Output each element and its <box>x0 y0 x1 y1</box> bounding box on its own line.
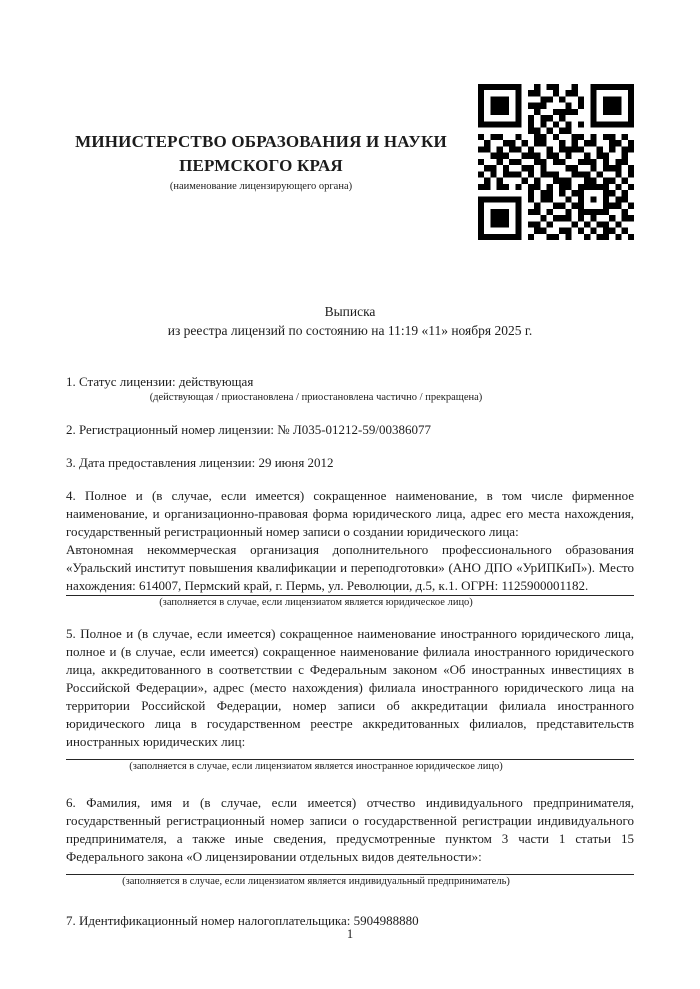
legal-entity-statement: 4. Полное и (в случае, если имеется) сокращенное наименование, в том числе фирменное наименование, и организационно-правовая форма юридического лица, адрес его места нахождения, государственный регистрационный номер записи о создании юридического лица: <box>66 488 634 539</box>
foreign-entity-blank-answer <box>66 751 634 759</box>
qr-code <box>478 84 634 240</box>
grant-date-section <box>66 454 634 472</box>
page-number: 1 <box>346 927 354 941</box>
entrepreneur-section <box>66 794 634 889</box>
entrepreneur-statement: 6. Фамилия, имя и (в случае, если имеется) отчество индивидуального предпринимателя, государственный регистрационный номер записи о государственной регистрации индивидуального предпринимателя, а также иные сведения, предусмотренные пунктом 3 части 1 статьи 15 Федерального закона «О лицензировании отдельных видов деятельности»: <box>66 795 634 864</box>
license-status-section <box>66 373 634 405</box>
status-options-caption: (действующая / приостановлена / приостановлена частично / прекращена) <box>149 392 483 403</box>
document-header <box>66 84 634 240</box>
licensing-authority <box>66 130 478 194</box>
foreign-entity-statement: 5. Полное и (в случае, если имеется) сокращенное наименование иностранного юридического лица, полное и (в случае, если имеется) сокращенное наименование филиала иностранного юридического лица, аккредитованного в соответствии с Федеральным законом «Об иностранных инвестициях в Российской Федерации», адрес (место нахождения) филиала иностранного юридического лица на территории Российской Федерации, номер записи об аккредитации филиала иностранного юридического лица в государственном реестре аккредитованных филиалов, представительств иностранных юридических лиц: <box>66 626 634 749</box>
grant-date-line: 3. Дата предоставления лицензии: 29 июня 2012 <box>66 455 334 470</box>
extract-title-block <box>66 302 634 340</box>
ministry-name-line1: МИНИСТЕРСТВО ОБРАЗОВАНИЯ И НАУКИ <box>75 132 447 151</box>
entrepreneur-blank-answer <box>66 866 634 874</box>
extract-date-line: из реестра лицензий по состоянию на 11:19 «11» ноября 2025 г. <box>167 323 533 338</box>
legal-entity-value: Автономная некоммерческая организация дополнительного профессионального образования «Уральский институт повышения квалификации и переподготовки» (АНО ДПО «УрИПКиП»). Место нахождения: 614007, Пермский край, г. Пермь, ул. Революции, д.5, к.1. ОГРН: 1125900001182. <box>66 542 634 593</box>
foreign-entity-section <box>66 625 634 774</box>
entrepreneur-caption: (заполняется в случае, если лицензиатом является индивидуальный предприниматель) <box>122 876 510 887</box>
foreign-entity-caption: (заполняется в случае, если лицензиатом является иностранное юридическое лицо) <box>129 761 503 772</box>
registration-number-line: 2. Регистрационный номер лицензии: № Л035-01212-59/00386077 <box>66 422 432 437</box>
extract-title: Выписка <box>324 304 376 319</box>
legal-entity-section <box>66 487 634 610</box>
registration-number-section <box>66 421 634 439</box>
licensing-authority-caption: (наименование лицензирующего органа) <box>169 181 353 192</box>
license-status-line: 1. Статус лицензии: действующая <box>66 374 254 389</box>
legal-entity-caption: (заполняется в случае, если лицензиатом является юридическое лицо) <box>159 597 473 608</box>
ministry-name-line2: ПЕРМСКОГО КРАЯ <box>179 156 343 175</box>
inn-line: 7. Идентификационный номер налогоплательщика: 5904988880 <box>66 913 419 928</box>
